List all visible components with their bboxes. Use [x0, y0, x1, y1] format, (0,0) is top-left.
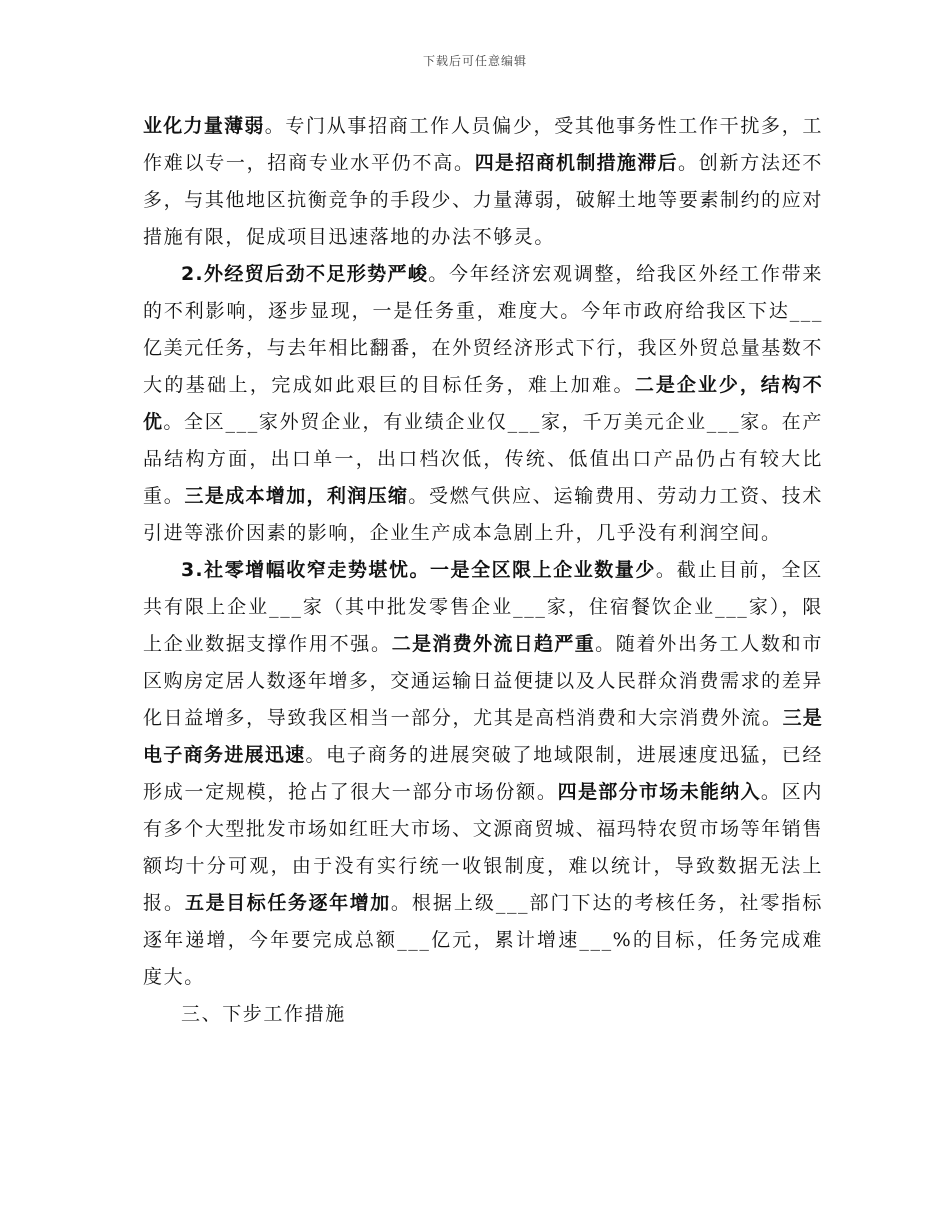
bold-run: 3.社零增幅收窄走势堪忧。一是全区限上企业数量少: [181, 559, 656, 581]
paragraph-3: [143, 552, 823, 996]
bold-run: 四是招商机制措施滞后: [474, 152, 678, 174]
bold-run: 业化力量薄弱: [143, 115, 265, 137]
bold-run: 2.外经贸后劲不足形势严峻: [181, 263, 429, 285]
text-run: 。随着外出务工人数和市区购房定居人数逐年增多，交通运输日益便捷以及人民群众消费需求的差异化日益增多，导致我区相当一部分，尤其是高档消费和大宗消费外流。: [143, 633, 823, 729]
bold-run: 三是电子商务进展迅速: [143, 707, 823, 766]
paragraph-2: [143, 256, 823, 552]
text-run: 。全区___家外贸企业，有业绩企业仅___家，千万美元企业___家。在产品结构方面，出口单一，出口档次低，传统、低值出口产品仍占有较大比重。: [143, 411, 823, 507]
text-run: 。专门从事招商工作人员偏少，受其他事务性工作干扰多，工作难以专一，招商专业水平仍不高。: [143, 115, 823, 174]
bold-run: 四是部分市场未能纳入: [557, 781, 761, 803]
bold-run: 五是目标任务逐年增加: [184, 892, 391, 914]
page-header: 下载后可任意编辑: [422, 54, 527, 68]
bold-run: 二是消费外流日趋严重: [391, 633, 596, 655]
text-run: 。区内有多个大型批发市场如红旺大市场、文源商贸城、福玛特农贸市场等年销售额均十分可观，由于没有实行统一收银制度，难以统计，导致数据无法上报。: [143, 781, 823, 914]
text-run: 。截止目前，全区共有限上企业___家（其中批发零售企业___家，住宿餐饮企业___家），限上企业数据支撑作用不强。: [143, 559, 823, 655]
text-run: 。创新方法还不多，与其他地区抗衡竞争的手段少、力量薄弱，破解土地等要素制约的应对措施有限，促成项目迅速落地的办法不够灵。: [143, 152, 823, 248]
document-body: [143, 108, 823, 1033]
paragraph-1: [143, 108, 823, 256]
section-heading: 三、下步工作措施: [181, 1003, 346, 1025]
text-run: 。根据上级___部门下达的考核任务，社零指标逐年递增，今年要完成总额___亿元，累计增速___%的目标，任务完成难度大。: [143, 892, 823, 988]
text-run: 。受燃气供应、运输费用、劳动力工资、技术引进等涨价因素的影响，企业生产成本急剧上升，几乎没有利润空间。: [143, 485, 824, 544]
text-run: 。电子商务的进展突破了地域限制，进展速度迅猛，已经形成一定规模，抢占了很大一部分市场份额。: [143, 744, 823, 803]
text-run: 。今年经济宏观调整，给我区外经工作带来的不利影响，逐步显现，一是任务重，难度大。今年市政府给我区下达___亿美元任务，与去年相比翻番，在外贸经济形式下行，我区外贸总量基数不大的基础上，完成如此艰巨的目标任务，难上加难。: [143, 263, 823, 396]
bold-run: 二是企业少，结构不优: [143, 374, 823, 433]
bold-run: 三是成本增加，利润压缩: [184, 485, 409, 507]
